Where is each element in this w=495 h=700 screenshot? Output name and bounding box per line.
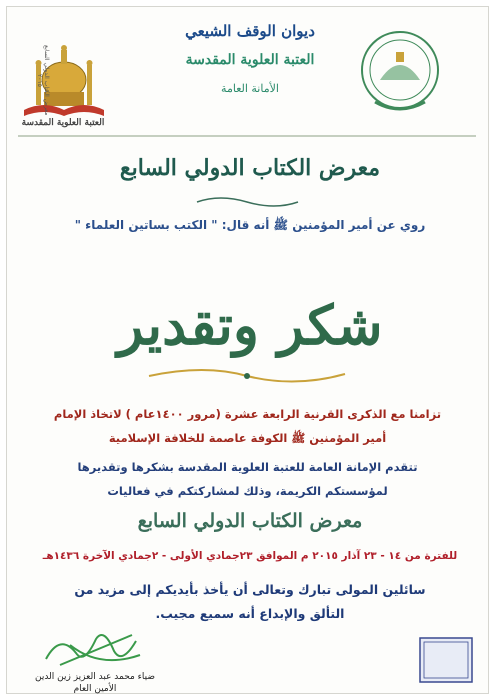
signatory-title: الأمين العام — [73, 684, 117, 694]
prayer-line-1: سائلين المولى تبارك وتعالى أن يأخذ بأيديكم إلى مزيد من — [74, 582, 426, 597]
thanks-flourish-icon — [145, 362, 350, 388]
exhibition-title-2: معرض الكتاب الدولي السابع — [137, 510, 363, 532]
header-title: ديوان الوقف الشيعي — [185, 22, 315, 40]
left-logo-label: العتبة العلوية المقدسة — [21, 118, 105, 128]
signatory-name: ضياء محمد عبد العزيز زين الدين — [34, 672, 156, 682]
thanks-heading: شكر وتقدير — [117, 293, 383, 357]
hadith-quote: روي عن أمير المؤمنين ﷺ أنه قال: " الكتب بساتين العلماء " — [74, 218, 426, 232]
exhibition-title: معرض الكتاب الدولي السابع — [119, 155, 381, 181]
body-line-2: لمؤسستكم الكريمة، وذلك لمشاركتكم في فعاليات — [107, 484, 388, 498]
occasion-line-2: أمير المؤمنين ﷺ الكوفة عاصمة للخلافة الإسلامية — [108, 431, 387, 445]
header-subtitle: العتبة العلوية المقدسة — [185, 52, 315, 68]
header-department: الأمانة العامة — [221, 82, 279, 95]
body-line-1: تتقدم الإمانة العامة للعتبة العلوية المقدسة بشكرها وتقديرها — [77, 460, 418, 474]
side-vertical-text: معرض الكتاب الدولي السابع ٢٠١٥ — [36, 44, 50, 116]
header-divider — [18, 135, 476, 137]
dates-line: للفترة من ١٤ - ٢٣ آذار ٢٠١٥ م الموافق ٢٣جمادي الأولى - ٢جمادي الآخرة ١٤٣٦هـ — [42, 550, 458, 562]
seal-logo-icon — [330, 22, 470, 120]
shrine-logo-icon — [14, 30, 114, 120]
ornament-icon — [195, 196, 300, 208]
prayer-line-2: التألق والإبداع أنه سميع مجيب. — [155, 606, 345, 621]
stamp-icon — [418, 636, 474, 684]
occasion-line-1: تزامنا مع الذكرى القرنية الرابعة عشرة (مرور ١٤٠٠عام ) لاتخاذ الإمام — [53, 407, 442, 421]
signature-icon — [40, 625, 150, 673]
